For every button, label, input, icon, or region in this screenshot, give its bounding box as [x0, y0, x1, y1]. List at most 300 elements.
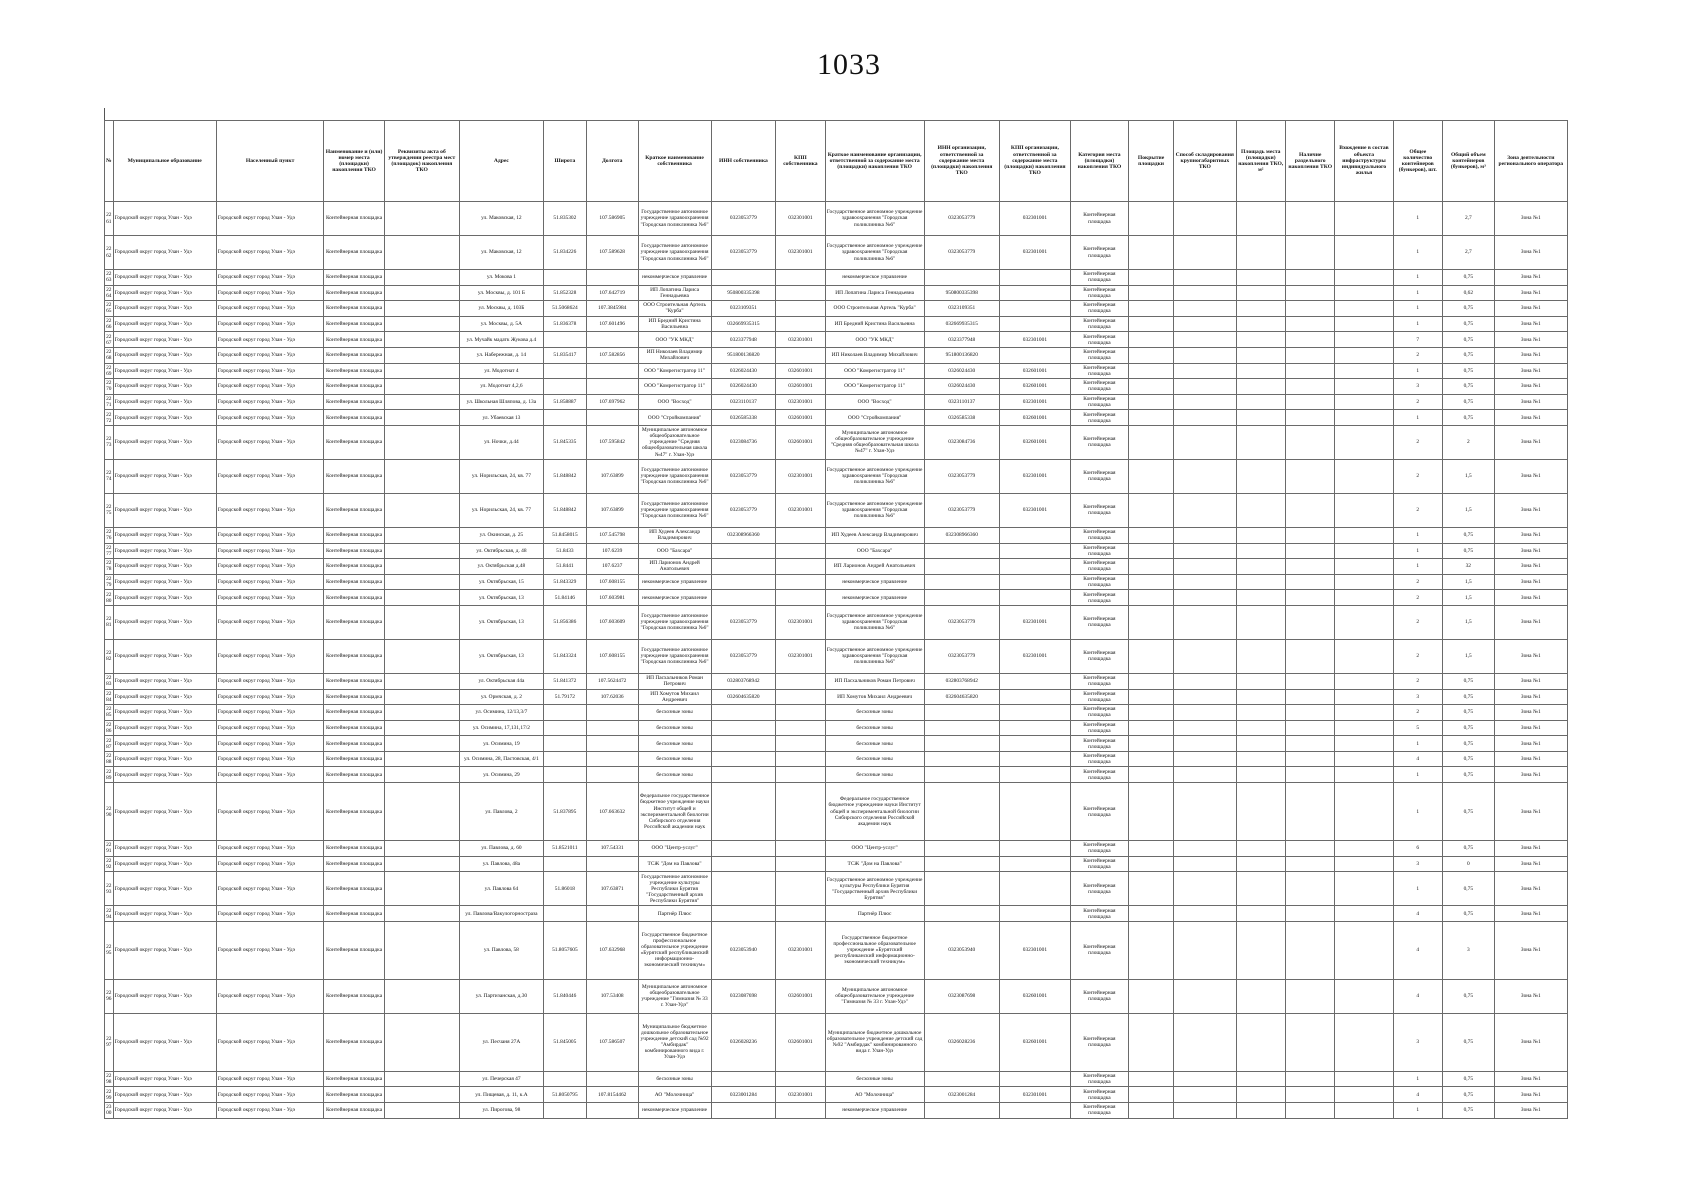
table-cell: 032301001 [999, 236, 1070, 270]
table-cell [384, 906, 459, 922]
table-cell: 032601001 [776, 379, 825, 395]
table-row [105, 673, 1568, 689]
table-cell: ООО "Восход" [825, 394, 924, 410]
table-cell: 1 [1393, 736, 1442, 752]
table-cell [1285, 394, 1334, 410]
table-cell: 2291 [106, 842, 112, 855]
table-cell [1236, 720, 1285, 736]
table-cell [543, 363, 586, 379]
table-cell: 0,75 [1443, 270, 1495, 286]
column-header: Краткое наименование организации, ответственной за содержание места (площадки) накопления ТКО [825, 121, 924, 202]
table-cell: ООО "Центр-услуг" [638, 841, 711, 857]
table-cell: некоммерческое управление [638, 1103, 711, 1119]
table-cell: Контейнерная площадка [1070, 767, 1128, 783]
table-cell: Зона №1 [1494, 856, 1567, 872]
table-cell: 1 [1393, 872, 1442, 906]
table-cell [776, 301, 825, 317]
table-cell: Городской округ город Улан - Удэ [113, 1087, 216, 1103]
table-cell: бесхозные зоны [825, 1071, 924, 1087]
table-cell [1335, 543, 1393, 559]
table-cell: 0326024430 [924, 363, 999, 379]
table-cell [1128, 493, 1173, 527]
table-cell [1335, 1071, 1393, 1087]
table-row [105, 767, 1568, 783]
table-cell: ул. Песчаня 27А [459, 1013, 543, 1071]
table-cell [999, 1071, 1070, 1087]
table-cell: 2 [1443, 425, 1495, 459]
table-row [105, 705, 1568, 721]
table-cell [384, 347, 459, 363]
table-cell: 107.582856 [586, 347, 638, 363]
table-cell: 3 [1393, 379, 1442, 395]
table-cell [1236, 285, 1285, 301]
table-cell: ООО "Стройкомпания" [825, 410, 924, 426]
table-cell: Контейнерная площадка [324, 1013, 384, 1071]
table-cell: 0,75 [1443, 363, 1495, 379]
table-cell: Зона №1 [1494, 301, 1567, 317]
table-cell: Контейнерная площадка [1070, 425, 1128, 459]
table-row [105, 1013, 1568, 1071]
table-cell: 032301001 [999, 1087, 1070, 1103]
table-cell: Государственное автономное учреждение здравоохранения "Городская поликлиника №6" [638, 639, 711, 673]
table-cell [711, 767, 776, 783]
table-cell: 032601001 [776, 363, 825, 379]
table-cell: Городской округ город Улан - Удэ [216, 767, 324, 783]
table-cell: 107.601496 [586, 316, 638, 332]
table-cell: 51.8050795 [543, 1087, 586, 1103]
table-cell [1128, 527, 1173, 543]
table-cell: ул. Пищевая, д. 11, к.А [459, 1087, 543, 1103]
table-cell: 51.836378 [543, 316, 586, 332]
table-cell: некоммерческое управление [825, 270, 924, 286]
table-cell: Городской округ город Улан - Удэ [216, 459, 324, 493]
table-cell [1128, 872, 1173, 906]
table-cell [1174, 856, 1236, 872]
table-cell [1335, 841, 1393, 857]
table-cell: 1 [1393, 363, 1442, 379]
table-cell: Городской округ город Улан - Удэ [216, 720, 324, 736]
table-cell: 2278 [106, 560, 112, 573]
table-cell: 0,75 [1443, 527, 1495, 543]
table-cell: Контейнерная площадка [1070, 705, 1128, 721]
table-cell: 107.8154462 [586, 1087, 638, 1103]
table-cell: 51.841372 [543, 673, 586, 689]
table-cell [1335, 459, 1393, 493]
table-cell: ИП Хомутов Михаил Андреевич [825, 689, 924, 705]
table-cell: бесхозные зоны [825, 705, 924, 721]
table-cell: 032308966360 [711, 527, 776, 543]
table-cell: Муниципальное бюджетное дошкольное образовательное учреждение детский сад №92 "Амбирдак" комбинированного вида г. Улан-Удэ [638, 1013, 711, 1071]
table-cell: Контейнерная площадка [1070, 459, 1128, 493]
table-cell [543, 767, 586, 783]
table-cell: ул. Мучайк мадатк Жукова д.4 [459, 332, 543, 348]
table-cell: Городской округ город Улан - Удэ [216, 394, 324, 410]
table-cell: 107.53408 [586, 979, 638, 1013]
column-header: ИНН организации, ответственной за содержание места (площадки) накопления ТКО [924, 121, 999, 202]
table-row [105, 639, 1568, 673]
table-cell: 2297 [105, 1013, 114, 1071]
table-cell: Городской округ город Улан - Удэ [113, 559, 216, 575]
table-cell: 2289 [106, 768, 112, 781]
table-cell: 4 [1393, 1087, 1442, 1103]
table-cell: 032301001 [999, 394, 1070, 410]
table-cell [1128, 236, 1173, 270]
table-cell [384, 543, 459, 559]
table-cell [924, 736, 999, 752]
table-cell [384, 705, 459, 721]
table-cell: ул. Осимина, 17,131,17/2 [459, 720, 543, 736]
table-cell: Городской округ город Улан - Удэ [113, 979, 216, 1013]
table-cell: 0323053779 [924, 493, 999, 527]
table-cell: Контейнерная площадка [324, 1103, 384, 1119]
table-cell: ул. Осимина, 12/13,3/7 [459, 705, 543, 721]
table-cell [384, 425, 459, 459]
table-cell: 4 [1393, 906, 1442, 922]
table-cell: Зона №1 [1494, 316, 1567, 332]
table-cell: 032601001 [999, 379, 1070, 395]
table-cell: ИП Бредний Кристина Васильевна [638, 316, 711, 332]
table-row [105, 543, 1568, 559]
table-cell: Городской округ город Улан - Удэ [216, 751, 324, 767]
table-cell: Контейнерная площадка [324, 590, 384, 606]
table-cell [384, 767, 459, 783]
table-cell [1285, 751, 1334, 767]
table-cell: ООО Строительная Артель "Курба" [638, 301, 711, 317]
table-cell: 0,75 [1443, 316, 1495, 332]
table-cell [711, 270, 776, 286]
table-row [105, 736, 1568, 752]
table-cell: Городской округ город Улан - Удэ [216, 347, 324, 363]
table-cell: 032308966360 [924, 527, 999, 543]
table-cell [1335, 527, 1393, 543]
table-cell: Контейнерная площадка [1070, 689, 1128, 705]
table-cell [1285, 559, 1334, 575]
table-cell [1335, 673, 1393, 689]
table-cell: 2273 [105, 425, 114, 459]
table-cell: 4 [1393, 921, 1442, 979]
table-cell [776, 689, 825, 705]
table-cell [999, 270, 1070, 286]
table-cell: 51.843329 [543, 574, 586, 590]
table-cell: ИП Худеев Александр Владимирович [638, 527, 711, 543]
table-cell: 032601001 [776, 1013, 825, 1071]
table-cell [1128, 425, 1173, 459]
table-cell: 1,5 [1443, 605, 1495, 639]
table-cell [776, 1071, 825, 1087]
table-cell [1174, 605, 1236, 639]
table-cell: Городской округ город Улан - Удэ [113, 394, 216, 410]
table-cell [1335, 1103, 1393, 1119]
table-cell: Партнёр Плюс [825, 906, 924, 922]
table-cell: ул. Осимина, 19 [459, 736, 543, 752]
waste-sites-register-table [104, 120, 1568, 1119]
table-cell: 032301001 [776, 332, 825, 348]
table-cell: Государственное автономное учреждение культуры Республики Бурятия "Государственный архив Республики Бурятия" [825, 872, 924, 906]
table-cell [384, 841, 459, 857]
table-cell: Зона №1 [1494, 921, 1567, 979]
table-cell: 51.837895 [543, 783, 586, 841]
column-header: Наличие раздельного накопления ТКО [1285, 121, 1334, 202]
table-cell: 2 [1393, 673, 1442, 689]
table-cell: некоммерческое управление [638, 574, 711, 590]
table-row [105, 379, 1568, 395]
table-cell [384, 459, 459, 493]
table-cell: 0326024430 [711, 379, 776, 395]
table-cell: Зона №1 [1494, 527, 1567, 543]
table-cell: 2294 [106, 907, 112, 920]
header-row [105, 121, 1568, 202]
table-cell: некоммерческое управление [638, 590, 711, 606]
table-cell [1285, 379, 1334, 395]
table-cell [1128, 639, 1173, 673]
column-header: ИНН собственника [711, 121, 776, 202]
table-cell: 032301001 [776, 459, 825, 493]
table-cell: 0,75 [1443, 410, 1495, 426]
table-cell [711, 1103, 776, 1119]
table-cell: некоммерческое управление [638, 270, 711, 286]
table-cell: ООО Строительная Артель "Курба" [825, 301, 924, 317]
table-cell [776, 856, 825, 872]
table-cell [1285, 347, 1334, 363]
table-cell [586, 410, 638, 426]
table-cell: 2299 [106, 1088, 112, 1101]
table-cell: 0326028236 [711, 1013, 776, 1071]
table-cell: 2268 [106, 349, 112, 362]
table-row [105, 285, 1568, 301]
table-cell [384, 590, 459, 606]
table-cell [384, 527, 459, 543]
table-cell [1285, 841, 1334, 857]
table-cell [1128, 783, 1173, 841]
table-cell [1236, 872, 1285, 906]
table-cell [384, 363, 459, 379]
table-cell: Государственное автономное учреждение здравоохранения "Городская поликлиника №6" [638, 202, 711, 236]
table-cell [586, 1071, 638, 1087]
table-cell [711, 720, 776, 736]
table-cell [999, 301, 1070, 317]
table-cell: Контейнерная площадка [1070, 751, 1128, 767]
table-cell: Контейнерная площадка [324, 410, 384, 426]
column-header: Реквизиты акта об утверждении реестра мест (площадок) накопления ТКО [384, 121, 459, 202]
table-cell: Государственное автономное учреждение здравоохранения "Городская поликлиника №6" [638, 459, 711, 493]
table-cell [1174, 574, 1236, 590]
table-cell [1236, 493, 1285, 527]
table-cell [999, 590, 1070, 606]
table-cell [1335, 202, 1393, 236]
table-cell [999, 767, 1070, 783]
table-cell: 1,5 [1443, 459, 1495, 493]
table-cell [1335, 493, 1393, 527]
table-cell [924, 783, 999, 841]
table-cell [1174, 979, 1236, 1013]
table-cell [1128, 605, 1173, 639]
table-cell: ТСЖ "Дом на Павлова" [638, 856, 711, 872]
table-cell: Контейнерная площадка [324, 301, 384, 317]
table-cell [1128, 979, 1173, 1013]
table-cell: Контейнерная площадка [1070, 410, 1128, 426]
table-cell: Городской округ город Улан - Удэ [216, 202, 324, 236]
table-cell: 1,5 [1443, 493, 1495, 527]
table-cell [1128, 736, 1173, 752]
table-cell [1236, 783, 1285, 841]
table-cell [1174, 872, 1236, 906]
table-cell [1285, 705, 1334, 721]
table-cell [711, 841, 776, 857]
table-cell: 107.589628 [586, 236, 638, 270]
table-cell: 1 [1393, 1071, 1442, 1087]
table-cell [384, 559, 459, 575]
table-cell: 2288 [106, 753, 112, 766]
table-cell: Зона №1 [1494, 270, 1567, 286]
table-cell: Городской округ город Улан - Удэ [216, 301, 324, 317]
table-cell: 51.8441 [543, 559, 586, 575]
table-cell [999, 720, 1070, 736]
table-row [105, 425, 1568, 459]
table-cell: 2270 [106, 380, 112, 393]
table-cell [384, 720, 459, 736]
table-cell: Контейнерная площадка [1070, 363, 1128, 379]
column-header: Наименование и (или) номер места (площадки) накопления ТКО [324, 121, 384, 202]
table-cell: Зона №1 [1494, 590, 1567, 606]
table-cell: 0323109351 [924, 301, 999, 317]
table-cell [776, 783, 825, 841]
table-cell [1285, 236, 1334, 270]
table-cell [1285, 316, 1334, 332]
table-cell: Городской округ город Улан - Удэ [216, 921, 324, 979]
table-cell: 51.86018 [543, 872, 586, 906]
table-cell: Муниципальное бюджетное дошкольное образовательное учреждение детский сад №92 "Амбирдак" комбинированного вида г. Улан-Удэ [825, 1013, 924, 1071]
table-cell: 032301001 [999, 605, 1070, 639]
table-cell: 2298 [106, 1073, 112, 1086]
table-cell [711, 1071, 776, 1087]
table-cell: Контейнерная площадка [1070, 1013, 1128, 1071]
table-cell: 032301001 [776, 394, 825, 410]
table-cell: Городской округ город Улан - Удэ [216, 270, 324, 286]
table-cell: Городской округ город Улан - Удэ [113, 921, 216, 979]
table-cell: ул. Модотнат 4,2,6 [459, 379, 543, 395]
table-cell: Контейнерная площадка [324, 689, 384, 705]
table-cell: ИП Хомутов Михаил Андреевич [638, 689, 711, 705]
table-cell: ул. Москвы, д. 5А [459, 316, 543, 332]
table-cell: Городской округ город Улан - Удэ [113, 332, 216, 348]
table-cell: Контейнерная площадка [1070, 921, 1128, 979]
table-cell [384, 574, 459, 590]
table-cell: 1 [1393, 270, 1442, 286]
table-cell: 0323084736 [924, 425, 999, 459]
table-cell [586, 379, 638, 395]
table-cell: Контейнерная площадка [324, 347, 384, 363]
table-cell: Городской округ город Улан - Удэ [113, 605, 216, 639]
table-cell: 2287 [106, 737, 112, 750]
table-cell [999, 783, 1070, 841]
table-cell [1335, 856, 1393, 872]
table-cell: 1 [1393, 1103, 1442, 1119]
table-cell [1285, 767, 1334, 783]
table-cell: ООО "Центр-услуг" [825, 841, 924, 857]
table-row [105, 1071, 1568, 1087]
table-cell: 032301001 [999, 639, 1070, 673]
table-cell [1335, 363, 1393, 379]
table-cell [1285, 872, 1334, 906]
table-cell: 2263 [106, 271, 112, 284]
table-cell: Контейнерная площадка [1070, 720, 1128, 736]
table-cell: Государственное автономное учреждение здравоохранения "Городская поликлиника №6" [638, 493, 711, 527]
table-cell: 2283 [106, 675, 112, 688]
table-cell: Контейнерная площадка [324, 394, 384, 410]
table-cell: Зона №1 [1494, 285, 1567, 301]
table-cell [1285, 673, 1334, 689]
table-cell [1236, 1103, 1285, 1119]
table-cell [384, 921, 459, 979]
table-cell: Контейнерная площадка [1070, 379, 1128, 395]
table-cell: 032301001 [999, 332, 1070, 348]
table-cell: некоммерческое управление [825, 574, 924, 590]
table-cell: Контейнерная площадка [324, 236, 384, 270]
table-cell [1174, 767, 1236, 783]
table-cell [711, 705, 776, 721]
table-cell: ул. Павлова, 58 [459, 921, 543, 979]
table-cell [543, 1071, 586, 1087]
table-cell [999, 751, 1070, 767]
table-cell: Контейнерная площадка [324, 527, 384, 543]
table-cell: 032601001 [776, 410, 825, 426]
table-cell [1285, 202, 1334, 236]
table-cell [384, 736, 459, 752]
table-cell: Государственное автономное учреждение культуры Республики Бурятия "Государственный архив Республики Бурятия" [638, 872, 711, 906]
table-cell: Контейнерная площадка [1070, 574, 1128, 590]
table-cell: ИП Пасхальников Роман Петрович [825, 673, 924, 689]
table-cell: Городской округ город Улан - Удэ [216, 705, 324, 721]
table-row [105, 1087, 1568, 1103]
table-cell: Контейнерная площадка [324, 872, 384, 906]
table-cell: Зона №1 [1494, 906, 1567, 922]
table-cell: Городской округ город Улан - Удэ [113, 1013, 216, 1071]
table-cell [1128, 574, 1173, 590]
table-row [105, 1103, 1568, 1119]
table-cell [384, 783, 459, 841]
table-cell: 5 [1393, 720, 1442, 736]
table-cell: Зона №1 [1494, 425, 1567, 459]
table-cell: Контейнерная площадка [324, 332, 384, 348]
table-cell: 2,7 [1443, 202, 1495, 236]
table-cell [924, 1103, 999, 1119]
table-cell [1236, 347, 1285, 363]
table-cell [1335, 285, 1393, 301]
table-cell [999, 285, 1070, 301]
table-cell: 951800136820 [924, 347, 999, 363]
table-cell: ул. Октябрьская 44а [459, 673, 543, 689]
table-cell: Городской округ город Улан - Удэ [216, 856, 324, 872]
table-cell: 0,75 [1443, 783, 1495, 841]
table-cell [1236, 459, 1285, 493]
table-cell: Государственное автономное учреждение здравоохранения "Городская поликлиника №6" [825, 202, 924, 236]
table-cell [1236, 202, 1285, 236]
table-cell [1335, 410, 1393, 426]
table-cell [1335, 720, 1393, 736]
table-cell: 0323053779 [924, 236, 999, 270]
table-cell: 032601001 [999, 363, 1070, 379]
table-cell: Контейнерная площадка [324, 459, 384, 493]
table-cell [776, 590, 825, 606]
table-cell: Контейнерная площадка [324, 1087, 384, 1103]
table-cell: 2274 [105, 459, 114, 493]
table-cell [1128, 689, 1173, 705]
table-cell: ИП Ларионов Андрей Анатольевич [825, 559, 924, 575]
table-cell: ул. Павлова, д. 60 [459, 841, 543, 857]
table-cell: Контейнерная площадка [324, 856, 384, 872]
table-cell [384, 316, 459, 332]
table-cell: 032669935315 [711, 316, 776, 332]
